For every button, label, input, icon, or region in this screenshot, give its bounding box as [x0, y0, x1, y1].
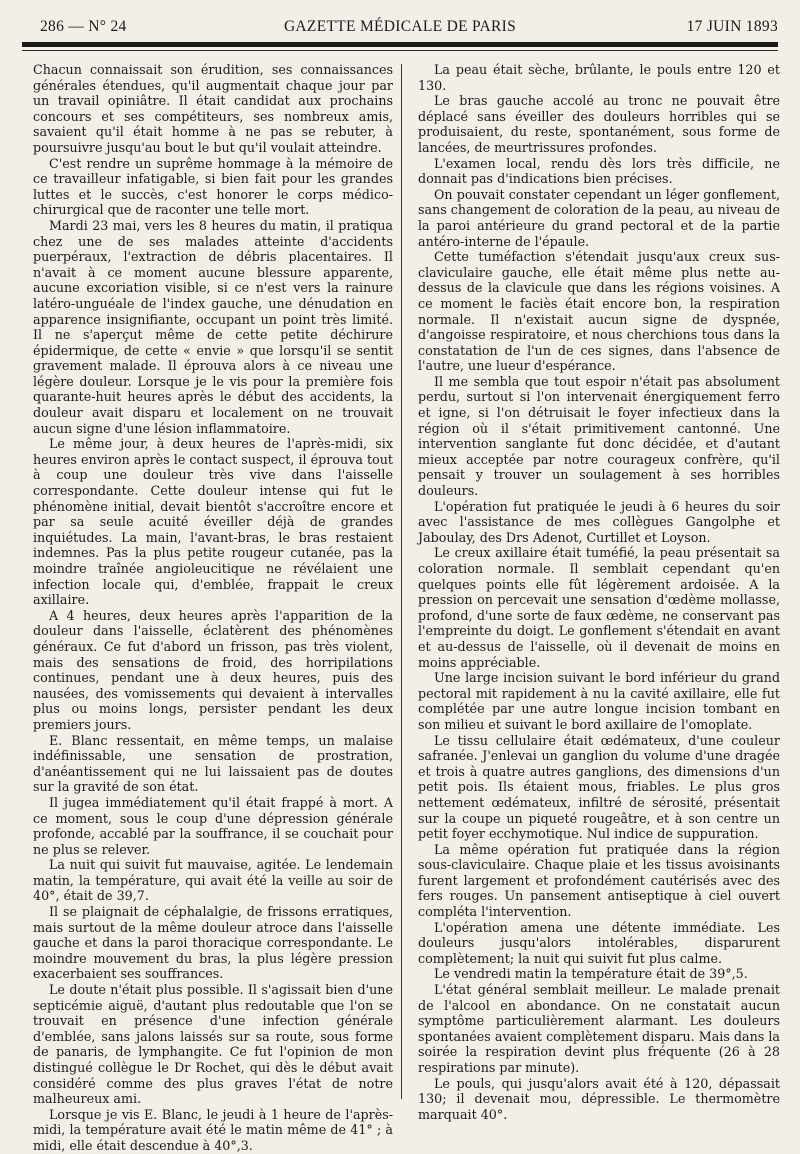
header-rule-thick	[22, 42, 778, 47]
left-column	[33, 62, 393, 1153]
paragraph: C'est rendre un suprême hommage à la mémoire de ce travailleur infatigable, si bien fait pour les grandes luttes et le succès, c'est honorer le corps médico-chirurgical que de raconter une telle mort.	[33, 155, 393, 218]
paragraph: Il me sembla que tout espoir n'était pas absolument perdu, surtout si l'on intervenait énergiquement ferro et igne, si l'on détruisait le foyer infectieux dans la région où il s'était primitivement cantonné. Une intervention sanglante fut donc décidée, et d'autant mieux acceptée par notre courageux confrère, qu'il pensait y trouver un soulagement à ses horribles douleurs.	[418, 373, 780, 499]
paragraph: La même opération fut pratiquée dans la région sous-claviculaire. Chaque plaie et les tissus avoisinants furent largement et profondément cautérisés avec des fers rouges. Un pansement antiseptique à ciel ouvert compléta l'intervention.	[418, 841, 780, 920]
paragraph: Lorsque je vis E. Blanc, le jeudi à 1 heure de l'après-midi, la température avait été le matin même de 41° ; à midi, elle était descendue à 40°,3.	[33, 1106, 393, 1153]
paragraph: Le bras gauche accolé au tronc ne pouvait être déplacé sans éveiller des douleurs horribles qui se produisaient, du reste, spontanément, sous forme de lancées, de meurtrissures profondes.	[418, 93, 780, 155]
paragraph: L'opération amena une détente immédiate. Les douleurs jusqu'alors intolérables, disparurent complètement; la nuit qui suivit fut plus calme.	[418, 919, 780, 966]
paragraph: L'état général semblait meilleur. Le malade prenait de l'alcool en abondance. On ne constatait aucun symptôme particulièrement alarmant. Les douleurs spontanées avaient complètement disparu. Mais dans la soirée la respiration devint plus fréquente (26 à 28 respirations par minute).	[418, 982, 780, 1075]
paragraph: Le doute n'était plus possible. Il s'agissait bien d'une septicémie aiguë, d'autant plus redoutable que l'on se trouvait en présence d'une infection générale d'emblée, sans jalons laissés sur sa route, sous forme de panaris, de lymphangite. Ce fut l'opinion de mon distingué collègue le Dr Rochet, qui dès le début avait considéré comme des plus graves l'état de notre malheureux ami.	[33, 982, 393, 1107]
column-divider	[401, 64, 402, 1099]
paragraph: La peau était sèche, brûlante, le pouls entre 120 et 130.	[418, 62, 780, 93]
paragraph: Il jugea immédiatement qu'il était frappé à mort. A ce moment, sous le coup d'une dépression générale profonde, accablé par la souffrance, il se couchait pour ne plus se relever.	[33, 794, 393, 857]
right-column	[418, 62, 780, 1122]
issue-date: 17 JUIN 1893	[686, 18, 778, 35]
paragraph: A 4 heures, deux heures après l'apparition de la douleur dans l'aisselle, éclatèrent des phénomènes généraux. Ce fut d'abord un frisson, pas très violent, mais des sensations de froid, des horripilations continues, pendant une à deux heures, puis des nausées, des vomissements qui devaient à intervalles plus ou moins longs, persister pendant les deux premiers jours.	[33, 607, 393, 732]
paragraph: On pouvait constater cependant un léger gonflement, sans changement de coloration de la peau, au niveau de la paroi antérieure du grand pectoral et de la partie antéro-interne de l'épaule.	[418, 186, 780, 249]
paragraph: Il se plaignait de céphalalgie, de frissons erratiques, mais surtout de la même douleur atroce dans l'aisselle gauche et dans la paroi thoracique correspondante. Le moindre mouvement du bras, la plus légère pression exacerbaient ses souffrances.	[33, 904, 393, 982]
page-header	[20, 14, 780, 36]
paragraph: L'opération fut pratiquée le jeudi à 6 heures du soir avec l'assistance de mes collègues Gangolphe et Jaboulay, des Drs Adenot, Curtillet et Loyson.	[418, 498, 780, 545]
paragraph: L'examen local, rendu dès lors très difficile, ne donnait pas d'indications bien précises.	[418, 155, 780, 187]
paragraph: Le vendredi matin la température était de 39°,5.	[434, 966, 748, 982]
paragraph: Mardi 23 mai, vers les 8 heures du matin, il pratiqua chez une de ses malades atteinte d'accidents puerpéraux, l'extraction de débris placentaires. Il n'avait à ce moment aucune blessure apparente, aucune excoriation visible, si ce n'est vers la rainure latéro-unguéale de l'index gauche, une dénudation en apparence insignifiante, occupant un point très limité. Il ne s'aperçut même de cette petite déchirure épidermique, de cette « envie » que lorsqu'il se sentit gravement malade. Il éprouva alors à ce niveau une légère douleur. Lorsque je le vis pour la première fois quarante-huit heures après le début des accidents, la douleur avait disparu et localement on ne trouvait aucun signe d'une lésion inflammatoire.	[33, 217, 393, 436]
header-rule-thin	[22, 50, 778, 51]
paragraph: Chacun connaissait son érudition, ses connaissances générales étendues, qu'il augmentait chaque jour par un travail opiniâtre. Il était candidat aux prochains concours et ses compétiteurs, ses nombreux amis, savaient qu'il était homme à ne pas se rebuter, à poursuivre jusqu'au bout le but qu'il voulait atteindre.	[33, 62, 393, 155]
paragraph: Une large incision suivant le bord inférieur du grand pectoral mit rapidement à nu la cavité axillaire, elle fut complétée par une autre longue incision tombant en son milieu et suivant le bord axillaire de l'omoplate.	[418, 670, 780, 732]
paragraph: Le même jour, à deux heures de l'après-midi, six heures environ après le contact suspect, il éprouva tout à coup une douleur très vive dans l'aisselle correspondante. Cette douleur intense qui fut le phénomène initial, devait bientôt s'accroître encore et par sa seule acuité éveiller déjà de grandes inquiétudes. La main, l'avant-bras, le bras restaient indemnes. Pas la plus petite rougeur cutanée, pas la moindre traînée angioleucitique ne révélaient une infection locale qui, d'emblée, frappait le creux axillaire.	[33, 436, 393, 608]
paragraph: La nuit qui suivit fut mauvaise, agitée. Le lendemain matin, la température, qui avait été la veille au soir de 40°, était de 39,7.	[33, 857, 393, 904]
journal-title: GAZETTE MÉDICALE DE PARIS	[283, 18, 517, 35]
paragraph: E. Blanc ressentait, en même temps, un malaise indéfinissable, une sensation de prostration, d'anéantissement qui ne lui laissaient pas de doutes sur la gravité de son état.	[33, 732, 393, 795]
paragraph: Le pouls, qui jusqu'alors avait été à 120, dépassait 130; il devenait mou, dépressible. Le thermomètre marquait 40°.	[418, 1075, 780, 1122]
paragraph: Le creux axillaire était tuméfié, la peau présentait sa coloration normale. Il semblait cependant qu'en quelques points elle fût légèrement ardoisée. A la pression on percevait une sensation d'œdème mollasse, profond, d'une sorte de faux œdème, ne conservant pas l'empreinte du doigt. Le gonflement s'étendait en avant et au-dessus de l'aisselle, où il devenait de moins en moins appréciable.	[418, 545, 780, 670]
paragraph: Le tissu cellulaire était œdémateux, d'une couleur safranée. J'enlevai un ganglion du volume d'une dragée et trois à quatre autres ganglions, des dimensions d'un petit pois. Ils étaient mous, friables. Le plus gros nettement œdémateux, infiltré de sérosité, présentait sur la coupe un piqueté rougeâtre, et à son centre un petit foyer ecchymotique. Nul indice de suppuration.	[418, 732, 780, 842]
page-number: 286 — N° 24	[40, 18, 127, 35]
paragraph: Cette tuméfaction s'étendait jusqu'aux creux sus-claviculaire gauche, elle était même plus nette au-dessus de la clavicule que dans les régions voisines. A ce moment le faciès était encore bon, la respiration normale. Il n'existait aucun signe de dyspnée, d'angoisse respiratoire, et nous cherchions tous dans la constatation de l'un de ces signes, dans l'absence de l'autre, une lueur d'espérance.	[418, 249, 780, 374]
